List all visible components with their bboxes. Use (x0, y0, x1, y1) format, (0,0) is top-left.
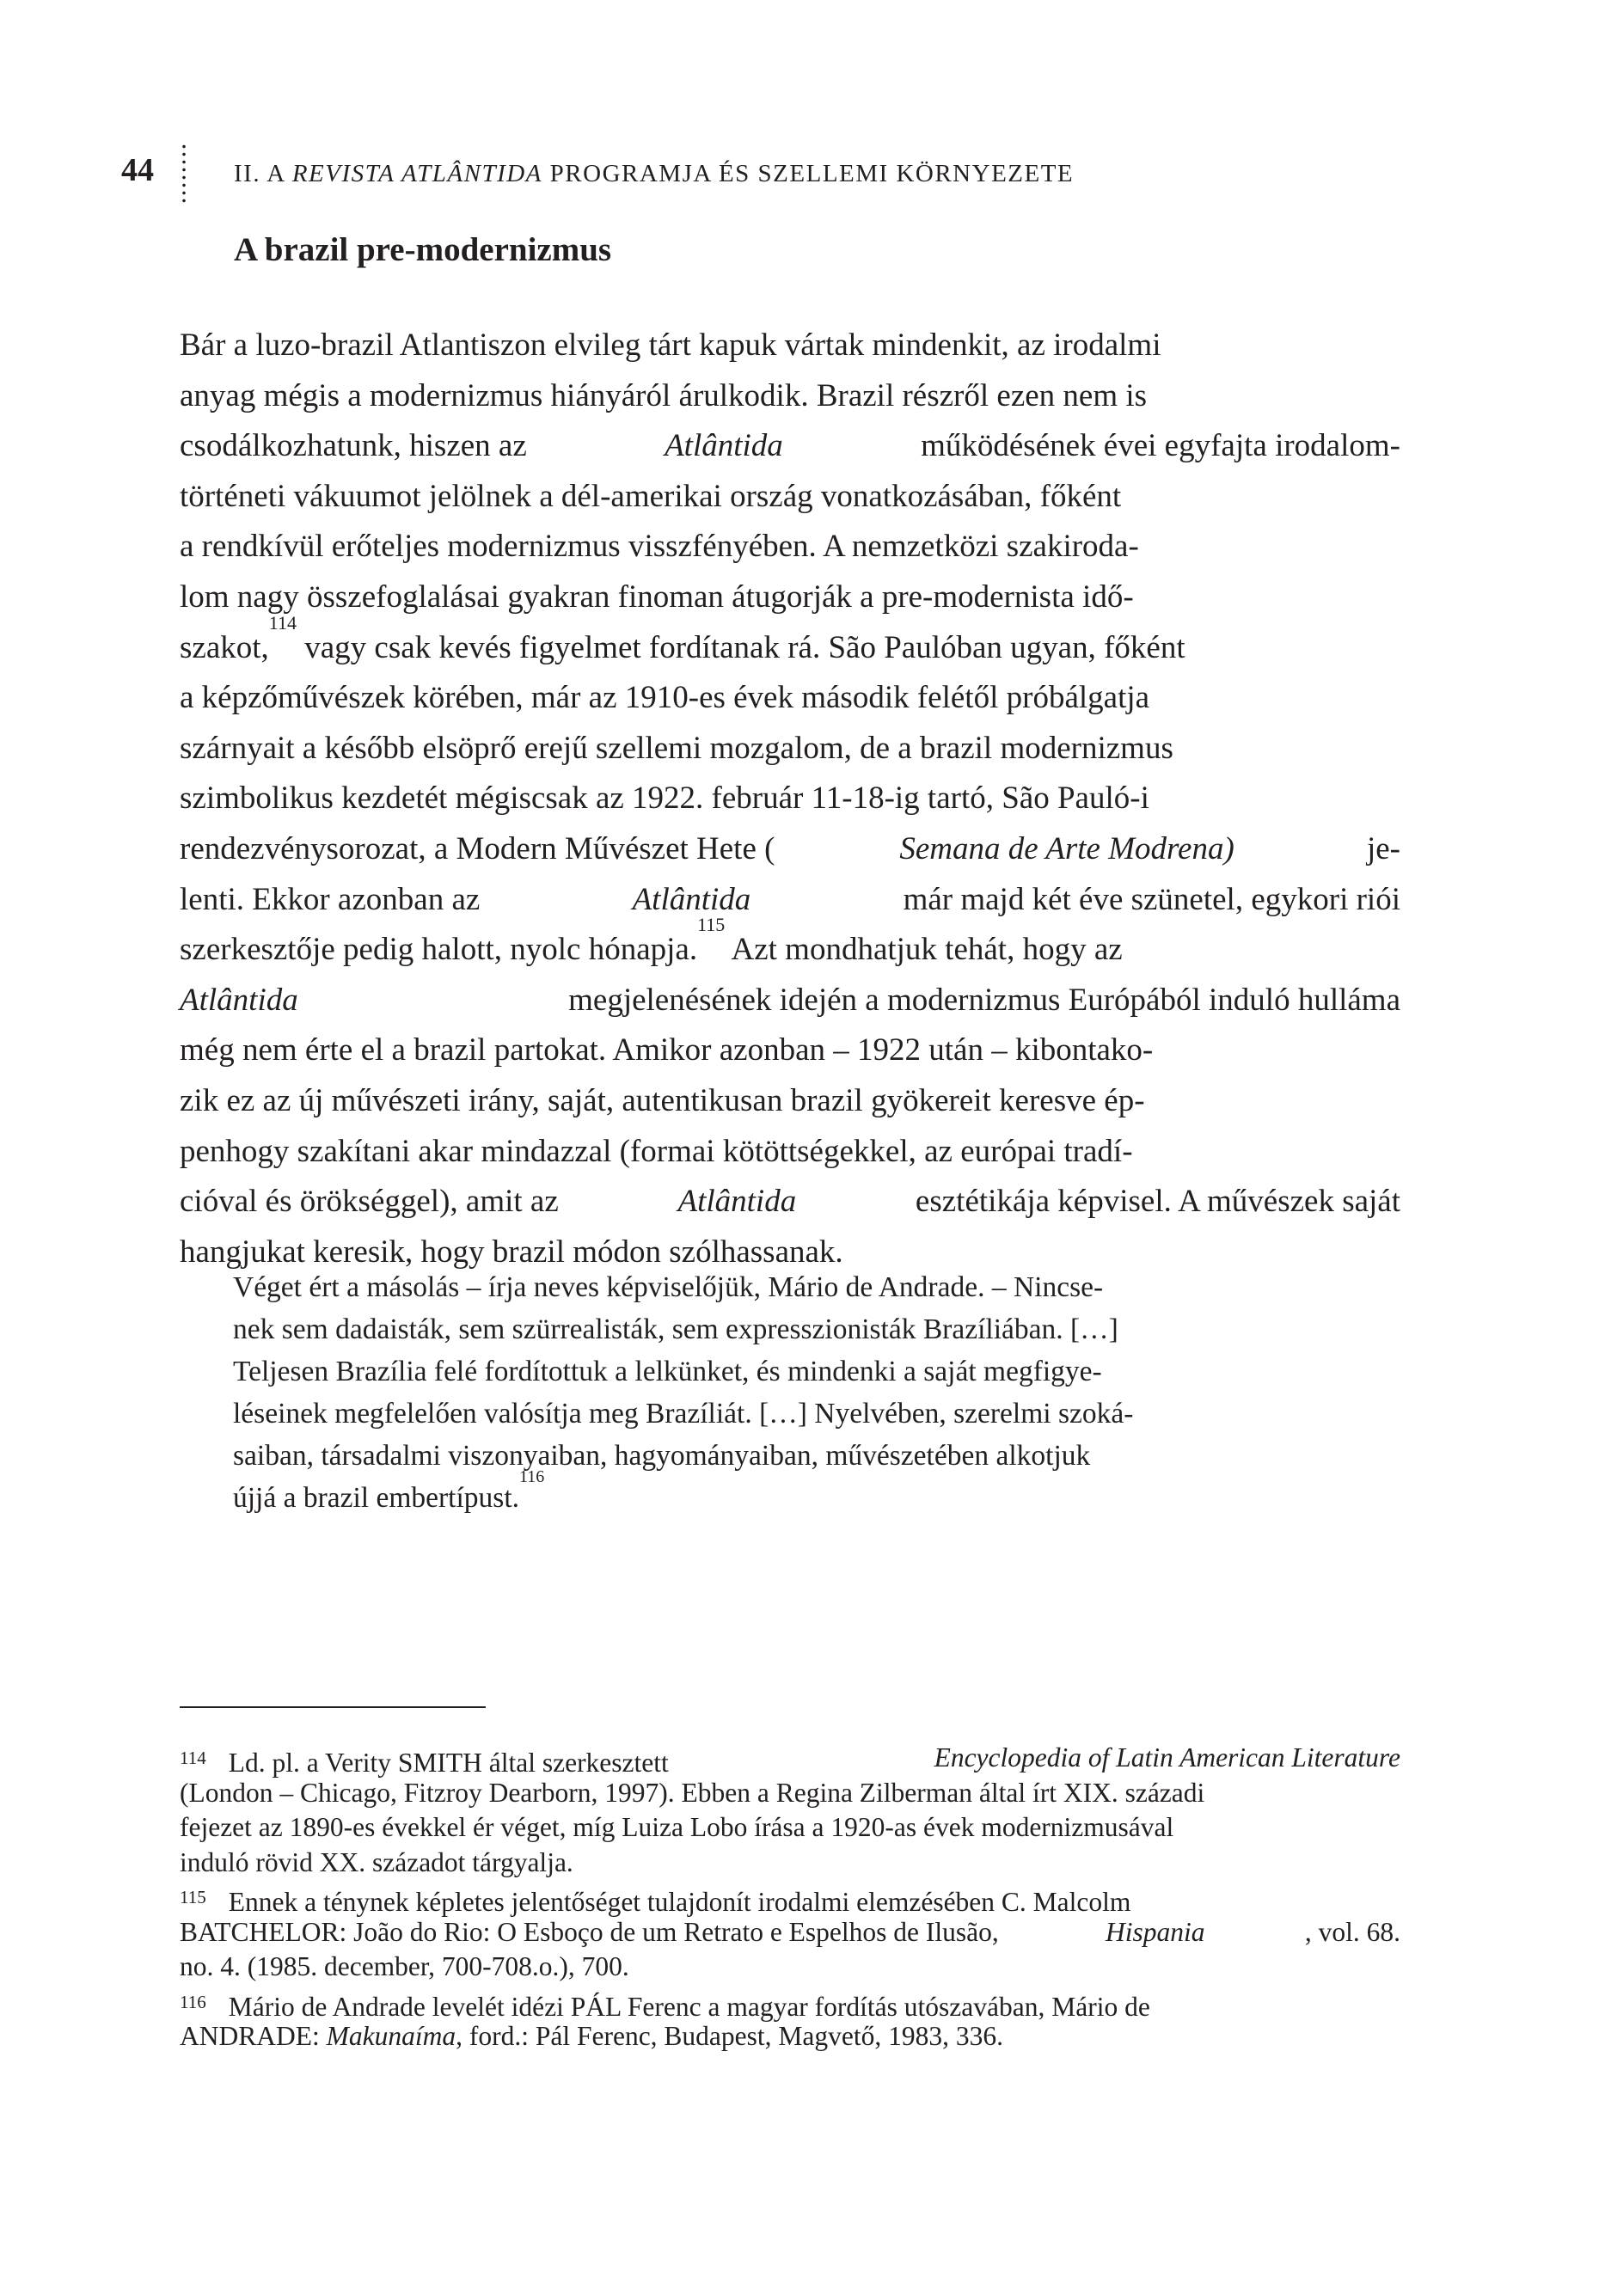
body-line (180, 572, 1400, 623)
journal-title-italic: Atlântida (677, 1184, 797, 1220)
footnote-number-114: 114 (180, 1748, 206, 1768)
quote-text: nek sem dadaisták, sem szürrealisták, sem expresszionisták Brazíliában. […] (233, 1313, 1118, 1346)
footnote-number-115: 115 (180, 1887, 206, 1907)
body-text: történeti vákuumot jelölnek a dél-amerikai ország vonatkozásában, főként (180, 478, 1122, 514)
footnote-text: no. 4. (1985. december, 700-708.o.), 700. (180, 1951, 629, 1981)
body-line (180, 1076, 1400, 1127)
footnote-text: Ennek a ténynek képletes jelentőséget tulajdonít irodalmi elemzésében C. Malcolm (228, 1887, 1131, 1917)
quote-text: saiban, társadalmi viszonyaiban, hagyományaiban, művészetében alkotjuk (233, 1440, 1091, 1473)
body-text: esztétikája képvisel. A művészek saját (907, 1184, 1400, 1220)
quote-text: újjá a brazil embertípust. (233, 1482, 520, 1515)
body-line (180, 321, 1400, 371)
book-title-italic: Makunaíma (326, 2021, 456, 2051)
body-text: lom nagy összefoglalásai gyakran finoman átugorják a pre-modernista idő- (180, 579, 1134, 615)
body-text: már majd két éve szünetel, egykori riói (895, 881, 1400, 917)
body-line (180, 611, 1400, 674)
body-line (180, 1177, 1400, 1228)
block-quote (233, 1266, 1349, 1520)
journal-title-italic: Hispania (1105, 1916, 1205, 1947)
quote-text: Véget ért a másolás – írja neves képviselőjük, Mário de Andrade. – Nincse- (233, 1271, 1104, 1303)
body-text: Azt mondhatjuk tehát, hogy az (725, 932, 1123, 968)
footnote-line (180, 1741, 1400, 1776)
body-text: csodálkozhatunk, hiszen az (180, 428, 536, 464)
footnote-ref-115: 115 (697, 914, 726, 936)
footnote-line (180, 1846, 1400, 1881)
body-line (180, 673, 1400, 724)
quote-line (233, 1435, 1349, 1477)
body-text: működésének évei egyfajta irodalom- (912, 428, 1400, 464)
running-header-prefix: II. A (234, 160, 292, 187)
footnote-text: (London – Chicago, Fitzroy Dearborn, 1997). Ebben a Regina Zilberman által írt XIX. századi (180, 1777, 1205, 1808)
body-text: még nem érte el a brazil partokat. Amikor azonban – 1922 után – kibontako- (180, 1032, 1154, 1068)
body-text: szakot, (180, 629, 269, 665)
quote-text: Teljesen Brazília felé fordítottuk a lelkünket, és mindenki a saját megfigye- (233, 1356, 1102, 1388)
footnote-line (180, 2019, 1400, 2054)
body-text: szerkesztője pedig halott, nyolc hónapja. (180, 932, 698, 968)
body-line (180, 1127, 1400, 1178)
quote-line (233, 1393, 1349, 1435)
quote-text: léseinek megfelelően valósítja meg Brazíliát. […] Nyelvében, szerelmi szoká- (233, 1398, 1134, 1430)
footnote-line (180, 1810, 1400, 1846)
body-line (180, 774, 1400, 824)
running-header-journal-title: REVISTA ATLÂNTIDA (291, 160, 542, 187)
running-header (234, 160, 1074, 188)
body-text: szárnyait a később elsöprő erejű szellemi mozgalom, de a brazil modernizmus (180, 730, 1173, 766)
quote-line (233, 1266, 1349, 1308)
body-text: vagy csak kevés figyelmet fordítanak rá. São Paulóban ugyan, főként (296, 629, 1185, 665)
journal-title-italic: Atlântida (665, 428, 783, 464)
footnote-text: Ld. pl. a Verity SMITH által szerkesztett (228, 1748, 676, 1778)
event-title-italic: Semana de Arte Modrena) (899, 830, 1234, 866)
header-dotted-divider (182, 143, 186, 203)
quote-line (233, 1350, 1349, 1393)
body-text: a képzőművészek körében, már az 1910-es évek második felétől próbálgatja (180, 680, 1150, 716)
body-line (180, 421, 1400, 472)
footnote-line (180, 1776, 1400, 1811)
body-text: megjelenésének idején a modernizmus Európából induló hulláma (560, 982, 1400, 1018)
footnote-number-116: 116 (180, 1991, 206, 2012)
body-text: rendezvénysorozat, a Modern Művészet Hete ( (180, 830, 775, 866)
body-text: je- (1358, 830, 1400, 866)
footnote-line (180, 1985, 1400, 2020)
footnote-text: , vol. 68. (1304, 1916, 1400, 1947)
footnote-text: , ford.: Pál Ferenc, Budapest, Magvető, 1983, 336. (456, 2021, 1003, 2051)
book-title-italic: Encyclopedia of Latin American Literature (934, 1742, 1400, 1773)
body-line (180, 1026, 1400, 1076)
body-line (180, 724, 1400, 775)
body-text: penhogy szakítani akar mindazzal (formai kötöttségekkel, az európai tradí- (180, 1133, 1133, 1169)
footnote-ref-114: 114 (268, 611, 297, 634)
body-text: szimbolikus kezdetét mégiscsak az 1922. február 11-18-ig tartó, São Pauló-i (180, 781, 1149, 817)
journal-title-italic: Atlântida (180, 982, 298, 1018)
footnote-line (180, 1950, 1400, 1985)
footnotes (180, 1741, 1400, 2054)
body-paragraph (180, 321, 1400, 1277)
running-header-suffix: PROGRAMJA ÉS SZELLEMI KÖRNYEZETE (542, 160, 1075, 187)
footnote-line (180, 1915, 1400, 1950)
footnote-line (180, 1880, 1400, 1915)
quote-line (233, 1308, 1349, 1350)
body-line (180, 976, 1400, 1026)
footnote-text: BATCHELOR: João do Rio: O Esboço de um Retrato e Espelhos de Ilusão, (180, 1916, 1006, 1947)
footnote-text: fejezet az 1890-es évekkel ér véget, míg Luiza Lobo írása a 1920-as évek modernizmusával (180, 1812, 1174, 1842)
section-heading: A brazil pre-modernizmus (234, 231, 612, 268)
footnote-text: Mário de Andrade levelét idézi PÁL Ferenc a magyar fordítás utószavában, Mário de (228, 1991, 1150, 2022)
body-text: zik ez az új művészeti irány, saját, autentikusan brazil gyökereit keresve ép- (180, 1082, 1145, 1118)
page-number: 44 (121, 152, 154, 188)
footnote-text: ANDRADE: (180, 2021, 327, 2051)
footnote-text: induló rövid XX. századot tárgyalja. (180, 1846, 573, 1877)
body-line (180, 371, 1400, 422)
footnote-separator (180, 1706, 486, 1708)
body-text: a rendkívül erőteljes modernizmus visszfényében. A nemzetközi szakiroda- (180, 529, 1139, 565)
body-text: Bár a luzo-brazil Atlantiszon elvileg tárt kapuk vártak mindenkit, az irodalmi (180, 328, 1161, 363)
body-text: cióval és örökséggel), amit az (180, 1184, 567, 1220)
body-text: lenti. Ekkor azonban az (180, 881, 488, 917)
body-text: anyag mégis a modernizmus hiányáról árulkodik. Brazil részről ezen nem is (180, 377, 1148, 413)
journal-title-italic: Atlântida (632, 881, 751, 917)
body-line (180, 875, 1400, 926)
footnote-ref-116: 116 (519, 1467, 545, 1487)
body-line (180, 824, 1400, 875)
body-line (180, 914, 1400, 976)
body-text: hangjukat keresik, hogy brazil módon szólhassanak. (180, 1234, 843, 1270)
body-line (180, 522, 1400, 572)
body-line (180, 472, 1400, 523)
quote-line (233, 1467, 1349, 1519)
